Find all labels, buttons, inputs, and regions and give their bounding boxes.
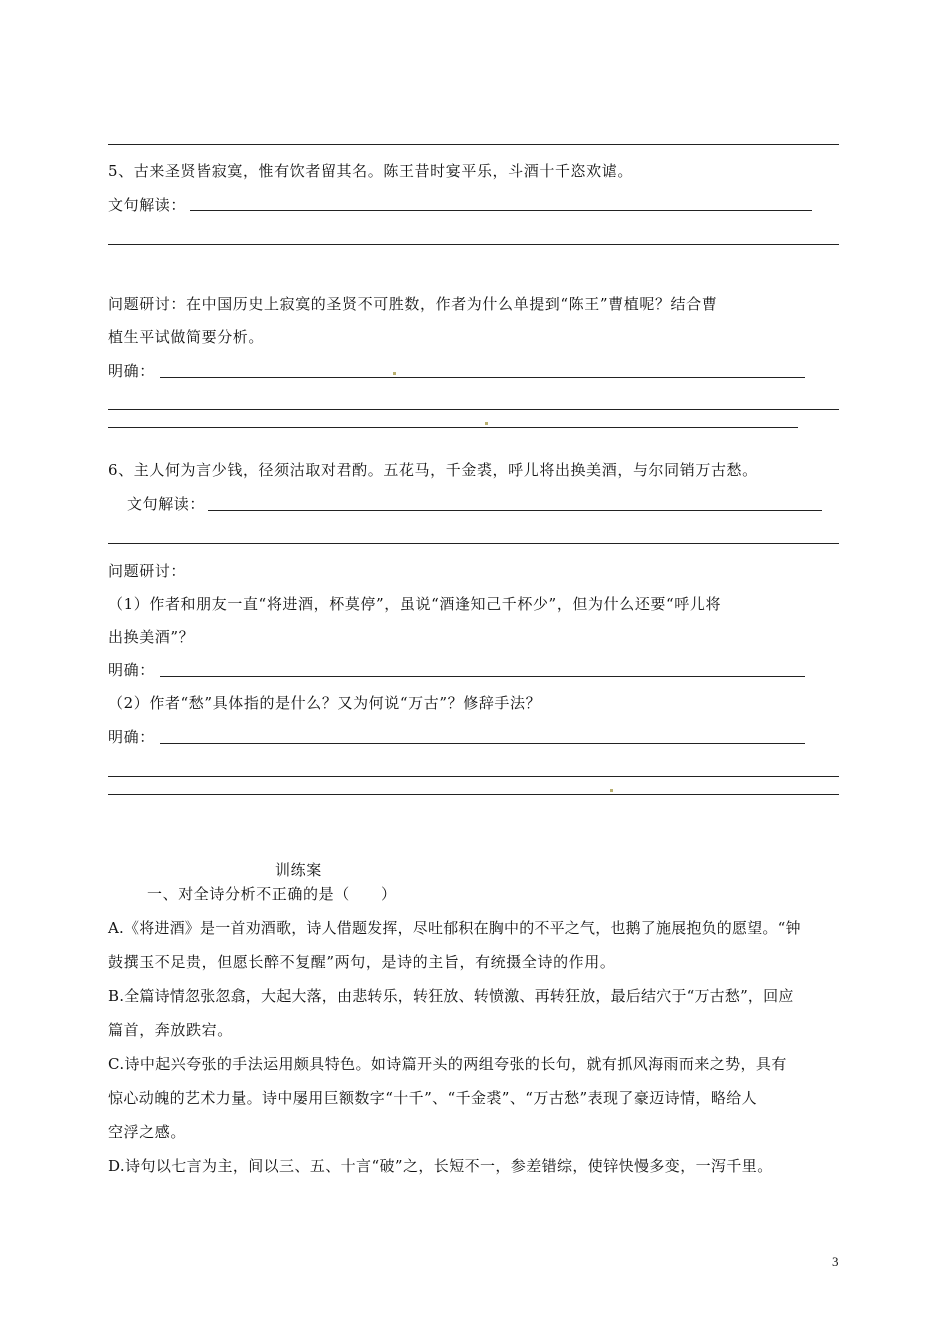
- q6-sentence: 6、主人何为言少钱，径须沽取对君酌。五花马，千金裘，呼儿将出换美酒，与尔同销万古愁。: [108, 461, 758, 479]
- option-b-line2: 篇首，奔放跌宕。: [108, 1021, 233, 1039]
- q5-answer-line: [160, 377, 805, 378]
- q6-answer2-line: [160, 743, 805, 744]
- q6-answer2-label: 明确：: [108, 728, 155, 746]
- option-a-line1: A.《将进酒》是一首劝酒歌，诗人借题发挥，尽吐郁积在胸中的不平之气，也鹅了施展抱负的愿望。“钟: [108, 919, 801, 937]
- answer-line: [108, 409, 839, 410]
- q5-discussion-line2: 植生平试做简要分析。: [108, 328, 265, 346]
- option-a-line2: 鼓撰玉不足贵，但愿长醉不复醒”两句，是诗的主旨，有统摄全诗的作用。: [108, 953, 616, 971]
- answer-line: [108, 244, 839, 245]
- answer-line: [108, 794, 839, 795]
- q6-sub2: （2）作者“愁”具体指的是什么？又为何说“万古”？修辞手法？: [108, 694, 542, 712]
- answer-line: [108, 543, 839, 544]
- option-d-line1: D.诗句以七言为主，间以三、五、十言“破”之，长短不一，参差错综，使锌快慢多变，一泻千里。: [108, 1157, 773, 1175]
- q5-answer-label: 明确：: [108, 362, 155, 380]
- option-b-line1: B.全篇诗情忽张忽翕，大起大落，由悲转乐，转狂放、转愤激、再转狂放，最后结穴于“万古愁”，回应: [108, 987, 794, 1005]
- q6-sub1-line1: （1）作者和朋友一直“将进酒，杯莫停”，虽说“酒逢知己千杯少”，但为什么还要“呼儿将: [108, 595, 722, 613]
- ink-speck: [393, 372, 396, 375]
- page-number: 3: [832, 1254, 839, 1269]
- q5-interpretation-line: [190, 210, 812, 211]
- training-question: 一、对全诗分析不正确的是（ ）: [147, 885, 397, 903]
- q6-answer1-line: [160, 676, 805, 677]
- training-heading: 训练案: [275, 861, 322, 879]
- answer-line: [108, 427, 798, 428]
- q5-interpretation-label: 文句解读：: [108, 196, 187, 214]
- option-c-line2: 惊心动魄的艺术力量。诗中屡用巨额数字“十千”、“千金裘”、“万古愁”表现了豪迈诗情，略给人: [108, 1089, 758, 1107]
- answer-line: [108, 776, 839, 777]
- q5-sentence: 5、古来圣贤皆寂寞，惟有饮者留其名。陈王昔时宴平乐，斗酒十千恣欢谑。: [108, 162, 633, 180]
- option-c-line3: 空浮之感。: [108, 1123, 187, 1141]
- ink-speck: [610, 789, 613, 792]
- q5-discussion-line1: 问题研讨：在中国历史上寂寞的圣贤不可胜数，作者为什么单提到“陈王”曹植呢？结合曹: [108, 295, 718, 313]
- ink-speck: [485, 422, 488, 425]
- q6-sub1-line2: 出换美酒”？: [108, 628, 195, 646]
- option-c-line1: C.诗中起兴夸张的手法运用颇具特色。如诗篇开头的两组夸张的长句，就有抓风海雨而来之势，具有: [108, 1055, 787, 1073]
- q6-answer1-label: 明确：: [108, 661, 155, 679]
- q6-interpretation-label: 文句解读：: [127, 495, 206, 513]
- q6-discussion-label: 问题研讨：: [108, 562, 187, 580]
- answer-line: [108, 144, 839, 145]
- q6-interpretation-line: [208, 510, 822, 511]
